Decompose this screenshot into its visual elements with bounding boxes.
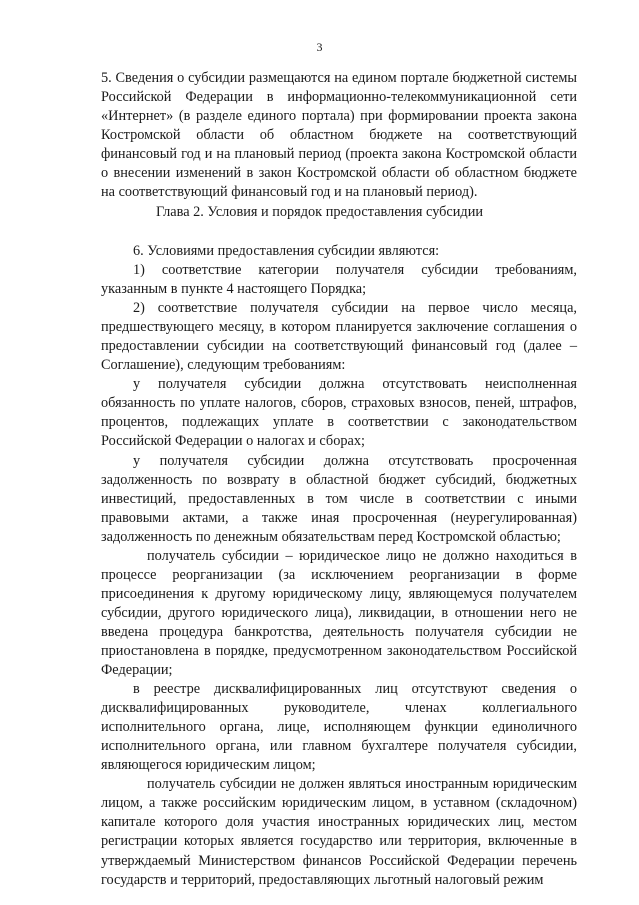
condition-1: 1) соответствие категории получателя субсидии требованиям, указанным в пункте 4 настоящего Порядка; — [101, 262, 577, 298]
condition-2: 2) соответствие получателя субсидии на первое число месяца, предшествующего месяцу, в котором планируется заключение соглашения о предоставлении субсидии на соответствующий финансовый год (далее – Соглашение), следующим требованиям: — [101, 300, 577, 374]
requirement-no-reorganization: получатель субсидии – юридическое лицо не должно находиться в процессе реорганизации (за исключением реорганизации в форме присоединения к другому юридическому лицу, являющемуся получателем субсидии, другого юридического лица), ликвидации, в отношении него не введена процедура банкротства, деятельность получателя субсидии не приостановлена в порядке, предусмотренном законодательством Российской Федерации; — [101, 547, 577, 679]
page-number: 3 — [316, 40, 323, 54]
chapter-title: Глава 2. Условия и порядок предоставления субсидии — [155, 204, 484, 220]
requirement-no-budget-debt: у получателя субсидии должна отсутствовать просроченная задолженность по возврату в областной бюджет субсидий, бюджетных инвестиций, предоставленных в том числе в соответствии с иными правовыми актами, а также иная просроченная (неурегулированная) задолженность по денежным обязательствам перед Костромской областью; — [101, 452, 577, 545]
paragraph-5: 5. Сведения о субсидии размещаются на едином портале бюджетной системы Российской Федерации в информационно-телекоммуникационной сети «Интернет» (в разделе единого портала) при формировании проекта закона Костромской области об областном бюджете на соответствующий финансовый год и на плановый период (проекта закона Костромской области о внесении изменений в закон Костромской области об областном бюджете на соответствующий финансовый год и на плановый период). — [101, 70, 577, 201]
requirement-no-tax-debt: у получателя субсидии должна отсутствовать неисполненная обязанность по уплате налогов, сборов, страховых взносов, пеней, штрафов, процентов, подлежащих уплате в соответствии с законодательством Российской Федерации о налогах и сборах; — [101, 376, 577, 450]
requirement-no-disqualified-persons: в реестре дисквалифицированных лиц отсутствуют сведения о дисквалифицированных руководителе, членах коллегиального исполнительного органа, лице, исполняющем функции единоличного исполнительного органа, или главном бухгалтере получателя субсидии, являющегося юридическим лицом; — [101, 681, 577, 774]
requirement-not-foreign-entity: получатель субсидии не должен являться иностранным юридическим лицом, а также российским юридическим лицом, в уставном (складочном) капитале которого доля участия иностранных юридических лиц, местом регистрации которых является государство или территория, включенные в утверждаемый Министерством финансов Российской Федерации перечень государств и территорий, предоставляющих льготный налоговый режим — [101, 776, 577, 888]
chapter-body — [101, 242, 577, 890]
paragraph-6-heading: 6. Условиями предоставления субсидии являются: — [133, 243, 440, 259]
